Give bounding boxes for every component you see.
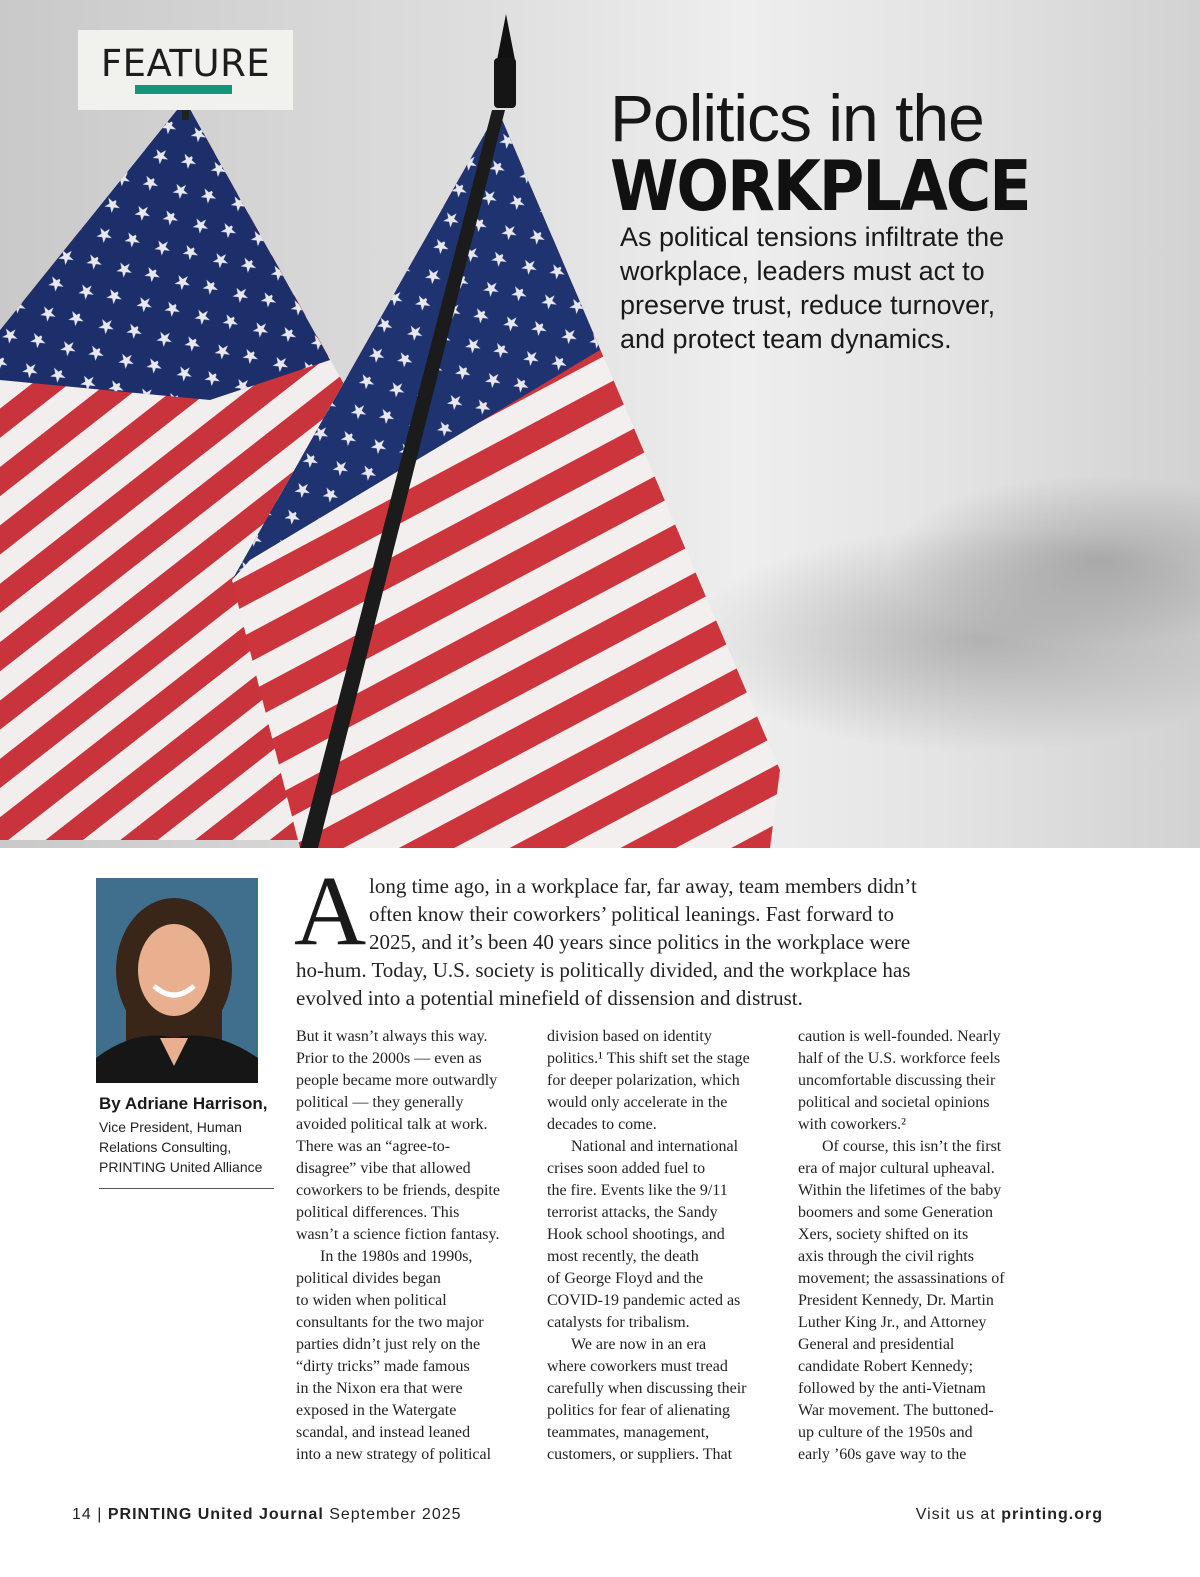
- publication-name: PRINTING United Journal: [107, 1506, 324, 1523]
- deck-line: workplace, leaders must act to: [620, 256, 985, 286]
- issue-date: September 2025: [329, 1506, 462, 1523]
- page-number: 14: [72, 1506, 92, 1523]
- deck-line: As political tensions infiltrate the: [620, 222, 1005, 252]
- body-line: caution is well-founded. Nearly: [798, 1028, 1001, 1045]
- body-line: politics.¹ This shift set the stage: [547, 1050, 750, 1067]
- body-line: General and presidential: [798, 1336, 955, 1353]
- body-line: to widen when political: [296, 1292, 447, 1309]
- body-line: the fire. Events like the 9/11: [547, 1182, 728, 1199]
- lead-paragraph: [296, 872, 1056, 1012]
- body-line: There was an “agree-to-: [296, 1138, 451, 1155]
- lead-line: long time ago, in a workplace far, far away, team members didn’t: [369, 874, 917, 898]
- body-line: half of the U.S. workforce feels: [798, 1050, 1001, 1067]
- body-line: Xers, society shifted on its: [798, 1226, 969, 1243]
- body-column-1: [296, 1026, 536, 1466]
- body-line: Within the lifetimes of the baby: [798, 1182, 1002, 1199]
- body-line: most recently, the death: [547, 1248, 699, 1265]
- body-line: terrorist attacks, the Sandy: [547, 1204, 718, 1221]
- body-line: customers, or suppliers. That: [547, 1446, 733, 1463]
- body-line: would only accelerate in the: [547, 1094, 728, 1111]
- author-photo: [96, 878, 258, 1083]
- body-line: parties didn’t just rely on the: [296, 1336, 481, 1353]
- body-line: National and international: [571, 1138, 739, 1155]
- body-line: for deeper polarization, which: [547, 1072, 740, 1089]
- body-line: teammates, management,: [547, 1424, 710, 1441]
- body-line: where coworkers must tread: [547, 1358, 728, 1375]
- headline-line-1: Politics in the: [610, 81, 984, 155]
- body-line: catalysts for tribalism.: [547, 1314, 690, 1331]
- body-line: avoided political talk at work.: [296, 1116, 488, 1133]
- body-line: early ’60s gave way to the: [798, 1446, 967, 1463]
- body-line: axis through the civil rights: [798, 1248, 974, 1265]
- body-line: movement; the assassinations of: [798, 1270, 1005, 1287]
- body-line: War movement. The buttoned-: [798, 1402, 994, 1419]
- body-column-2: [547, 1026, 787, 1466]
- section-tag-label: FEATURE: [100, 42, 271, 85]
- drop-cap: A: [294, 855, 367, 966]
- author-title-line: Vice President, Human: [99, 1119, 242, 1135]
- body-line: up culture of the 1950s and: [798, 1424, 973, 1441]
- body-line: coworkers to be friends, despite: [296, 1182, 500, 1199]
- body-line: of George Floyd and the: [547, 1270, 704, 1287]
- body-line: Prior to the 2000s — even as: [296, 1050, 482, 1067]
- body-line: political differences. This: [296, 1204, 460, 1221]
- body-line: political divides began: [296, 1270, 441, 1287]
- body-line: into a new strategy of political: [296, 1446, 492, 1463]
- author-title-line: PRINTING United Alliance: [99, 1159, 263, 1175]
- body-line: followed by the anti-Vietnam: [798, 1380, 986, 1397]
- author-title: [99, 1117, 262, 1177]
- body-line: in the Nixon era that were: [296, 1380, 463, 1397]
- lead-line: 2025, and it’s been 40 years since politics in the workplace were: [369, 930, 911, 954]
- author-title-line: Relations Consulting,: [99, 1139, 232, 1155]
- body-line: uncomfortable discussing their: [798, 1072, 996, 1089]
- body-line: President Kennedy, Dr. Martin: [798, 1292, 994, 1309]
- body-line: Hook school shootings, and: [547, 1226, 725, 1243]
- divider: [99, 1188, 274, 1189]
- body-line: “dirty tricks” made famous: [296, 1358, 470, 1375]
- body-line: political — they generally: [296, 1094, 464, 1111]
- footer-site: [916, 1506, 1103, 1524]
- body-line: consultants for the two major: [296, 1314, 484, 1331]
- body-line: exposed in the Watergate: [296, 1402, 457, 1419]
- lead-line: often know their coworkers’ political leanings. Fast forward to: [369, 902, 895, 926]
- body-line: disagree” vibe that allowed: [296, 1160, 471, 1177]
- body-line: political and societal opinions: [798, 1094, 990, 1111]
- body-line: Of course, this isn’t the first: [822, 1138, 1002, 1155]
- body-line: era of major cultural upheaval.: [798, 1160, 995, 1177]
- body-line: But it wasn’t always this way.: [296, 1028, 488, 1045]
- body-line: boomers and some Generation: [798, 1204, 994, 1221]
- visit-prefix: Visit us at: [915, 1506, 996, 1523]
- body-line: people became more outwardly: [296, 1072, 498, 1089]
- body-line: with coworkers.²: [798, 1116, 906, 1133]
- lead-line: ho-hum. Today, U.S. society is politically divided, and the workplace has: [296, 958, 911, 982]
- body-line: division based on identity: [547, 1028, 712, 1045]
- body-line: Luther King Jr., and Attorney: [798, 1314, 987, 1331]
- section-tag-underline: [135, 85, 232, 94]
- deck-subheading: [620, 220, 1070, 356]
- deck-line: preserve trust, reduce turnover,: [620, 290, 996, 320]
- deck-line: and protect team dynamics.: [620, 324, 952, 354]
- folio-separator: |: [97, 1506, 103, 1523]
- body-line: politics for fear of alienating: [547, 1402, 731, 1419]
- site-link[interactable]: printing.org: [1001, 1506, 1103, 1523]
- section-tag: [78, 30, 293, 110]
- body-line: carefully when discussing their: [547, 1380, 747, 1397]
- body-line: COVID-19 pandemic acted as: [547, 1292, 741, 1309]
- body-column-3: [798, 1026, 1038, 1466]
- body-line: candidate Robert Kennedy;: [798, 1358, 974, 1375]
- author-name: By Adriane Harrison,: [99, 1094, 268, 1113]
- body-line: We are now in an era: [571, 1336, 707, 1353]
- body-line: wasn’t a science fiction fantasy.: [296, 1226, 500, 1243]
- lead-line: evolved into a potential minefield of dissension and distrust.: [296, 986, 803, 1010]
- body-line: In the 1980s and 1990s,: [320, 1248, 473, 1265]
- headline-line-2: WORKPLACE: [610, 145, 1030, 227]
- footer-folio: [72, 1506, 462, 1524]
- body-line: decades to come.: [547, 1116, 657, 1133]
- body-line: crises soon added fuel to: [547, 1160, 706, 1177]
- body-line: scandal, and instead leaned: [296, 1424, 471, 1441]
